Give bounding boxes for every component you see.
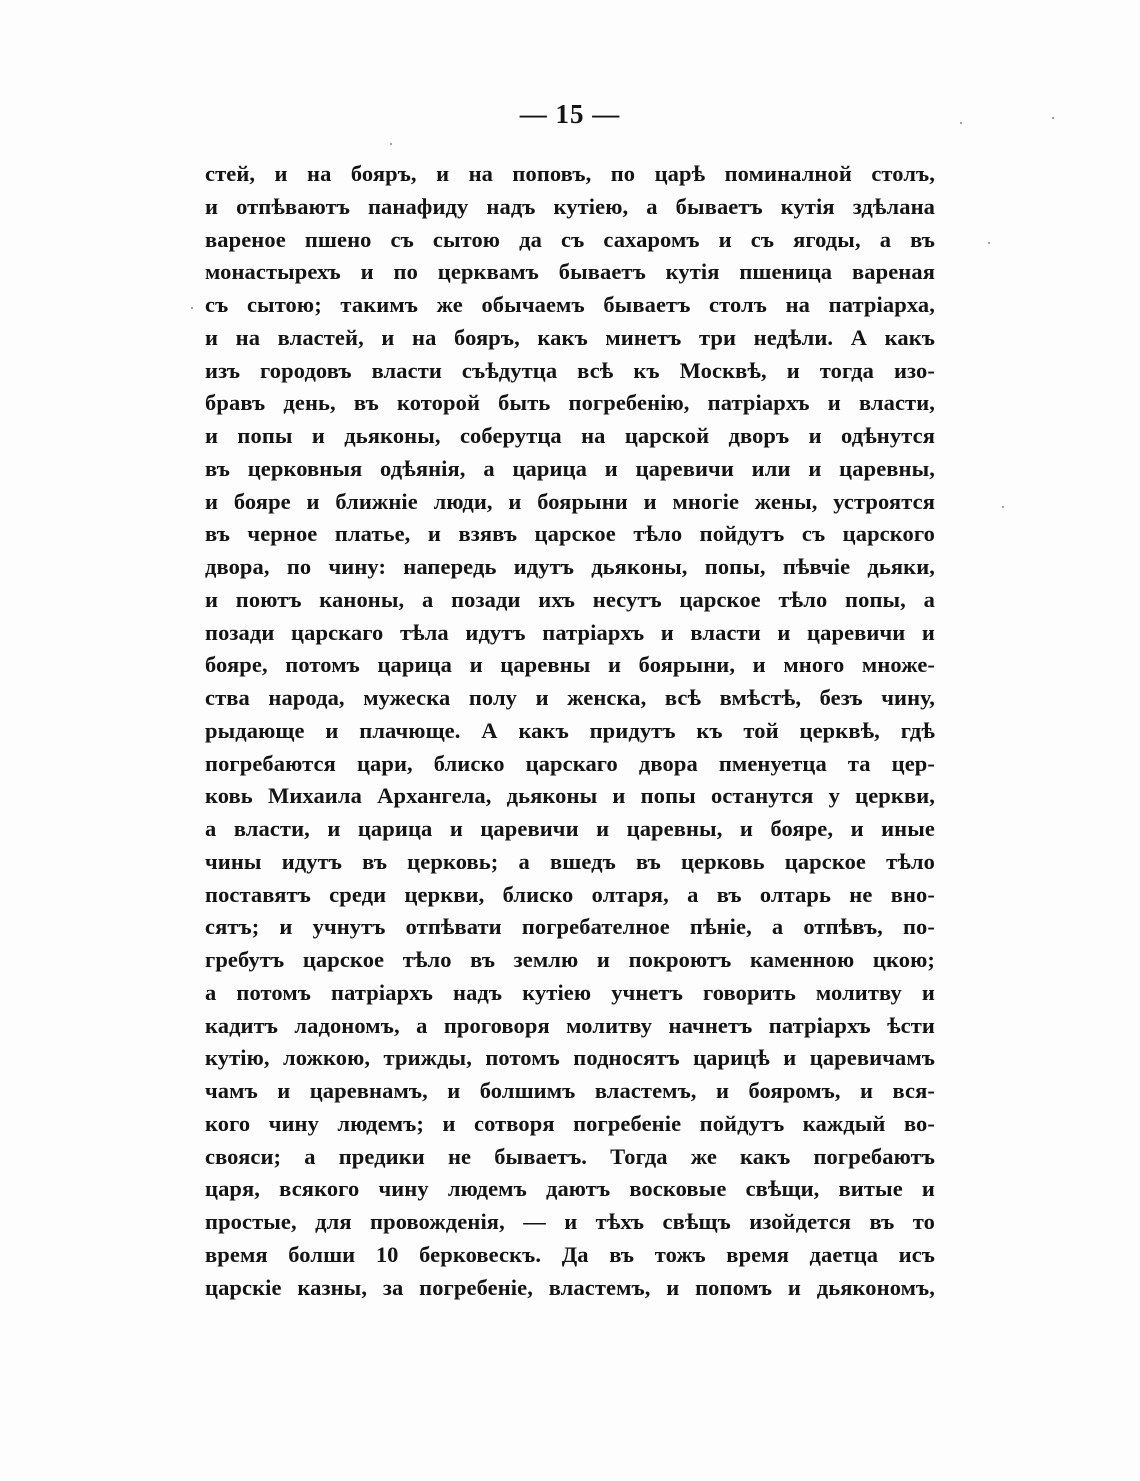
scan-speck bbox=[988, 242, 990, 244]
text-line: а власти, и царица и царевичи и царевны, и бояре, и иные bbox=[205, 816, 935, 841]
text-line: время болши 10 берковескъ. Да въ тожъ время даетца исъ bbox=[205, 1241, 935, 1267]
text-line: и на властей, и на бояръ, какъ минетъ три недѣли. А какъ bbox=[205, 324, 935, 350]
text-line: двора, по чину: напередь идутъ дьяконы, попы, пѣвчіе дьяки, bbox=[205, 554, 935, 579]
text-line: въ черное платье, и взявъ царское тѣло пойдутъ съ царского bbox=[205, 521, 935, 547]
text-line: монастырехъ и по церквамъ бываетъ кутія пшеница вареная bbox=[205, 259, 935, 285]
text-line: царскіе казны, за погребеніе, властемъ, и попомъ и дьякономъ, bbox=[205, 1274, 935, 1300]
scan-speck bbox=[960, 122, 962, 124]
text-line: кутію, ложкою, трижды, потомъ подносятъ царицѣ и царевичамъ bbox=[205, 1045, 935, 1071]
text-line: поставятъ среди церкви, блиско олтаря, а въ олтарь не вно- bbox=[205, 881, 935, 907]
text-line: въ церковныя одѣянія, а царица и царевичи или и царевны, bbox=[205, 455, 935, 481]
text-line: изъ городовъ власти съѣдутца всѣ къ Москвѣ, и тогда изо- bbox=[205, 357, 935, 383]
text-line: чамъ и царевнамъ, и болшимъ властемъ, и бояромъ, и вся- bbox=[205, 1078, 935, 1103]
text-line: чины идутъ въ церковь; а вшедъ въ церковь царское тѣло bbox=[205, 848, 935, 874]
text-line: и попы и дьяконы, соберутца на царской дворъ и одѣнутся bbox=[205, 423, 935, 448]
text-line: кого чину людемъ; и сотворя погребеніе пойдутъ каждый во- bbox=[205, 1110, 935, 1136]
text-line: съ сытою; такимъ же обычаемъ бываетъ столъ на патріарха, bbox=[205, 292, 935, 317]
text-line: ковь Михаила Архангела, дьяконы и попы останутся у церкви, bbox=[205, 783, 935, 809]
text-line: позади царскаго тѣла идутъ патріархъ и власти и царевичи и bbox=[205, 619, 935, 645]
text-line: кадитъ ладономъ, а проговоря молитву начнетъ патріархъ ѣсти bbox=[205, 1012, 935, 1038]
text-line: и поютъ каноны, а позади ихъ несутъ царское тѣло попы, а bbox=[205, 586, 935, 612]
text-line: рыдающе и плачюще. А какъ придутъ къ той церквѣ, гдѣ bbox=[205, 717, 935, 743]
text-line: погребаются цари, блиско царскаго двора пменуетца та цер- bbox=[205, 750, 935, 776]
page-number: — 15 — bbox=[519, 99, 621, 129]
scan-speck bbox=[1052, 117, 1054, 119]
scan-speck bbox=[191, 307, 193, 309]
text-line: царя, всякого чину людемъ даютъ восковые свѣщи, витые и bbox=[205, 1176, 935, 1202]
text-line: и отпѣваютъ панафиду надъ кутіею, а бываетъ кутія здѣлана bbox=[205, 193, 935, 219]
text-line: бравъ день, въ которой быть погребенію, патріархъ и власти, bbox=[205, 390, 935, 416]
text-line: гребутъ царское тѣло въ землю и покроютъ каменною цкою; bbox=[205, 947, 935, 972]
text-line: а потомъ патріархъ надъ кутіею учнетъ говорить молитву и bbox=[205, 979, 935, 1005]
text-line: сятъ; и учнутъ отпѣвати погребателное пѣніе, а отпѣвъ, по- bbox=[205, 914, 935, 940]
scan-speck bbox=[1002, 506, 1004, 508]
text-line: бояре, потомъ царица и царевны и боярыни, и много множе- bbox=[205, 652, 935, 678]
scan-speck bbox=[390, 143, 392, 145]
text-line: простые, для провожденія, — и тѣхъ свѣщъ изойдется въ то bbox=[205, 1209, 935, 1234]
text-line: стей, и на бояръ, и на поповъ, по царѣ поминалной столъ, bbox=[205, 161, 935, 186]
text-line: вареное пшено съ сытою да съ сахаромъ и съ ягоды, а въ bbox=[205, 226, 935, 252]
text-line: свояси; а предики не бываетъ. Тогда же какъ погребаютъ bbox=[205, 1143, 935, 1169]
text-line: ства народа, мужеска полу и женска, всѣ вмѣстѣ, безъ чину, bbox=[205, 685, 935, 710]
page-text bbox=[205, 158, 935, 1304]
text-line: и бояре и ближніе люди, и боярыни и многіе жены, устроятся bbox=[205, 488, 935, 514]
